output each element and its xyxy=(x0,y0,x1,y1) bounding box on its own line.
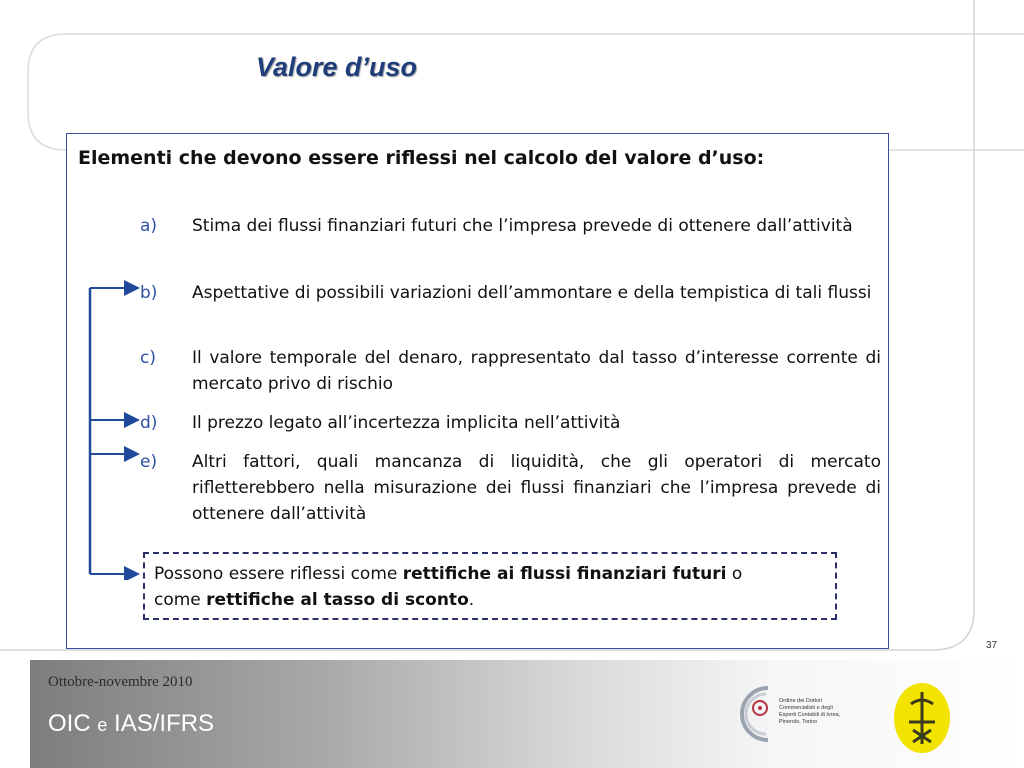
footer-title-part: OIC xyxy=(48,710,98,737)
note-text xyxy=(154,561,794,613)
odc-logo-caption: Ordine dei Dottori Commercialisti e degli Esperti Contabili di Ivrea, Pinerolo, Torino xyxy=(779,698,841,725)
intro-text: Elementi che devono essere riflessi nel calcolo del valore d’uso: xyxy=(78,147,765,169)
note-part: Possono essere riflessi come xyxy=(154,564,403,584)
footer-title-part: e xyxy=(97,715,108,735)
slide-title: Valore d’uso xyxy=(256,52,418,82)
list-item-text: Stima dei flussi finanziari futuri che l’impresa prevede di ottenere dall’attività xyxy=(192,216,853,236)
note-part: o come xyxy=(154,564,743,610)
yellow-emblem-icon xyxy=(893,682,951,754)
footer-date: Ottobre-novembre 2010 xyxy=(48,674,193,690)
list-marker: e) xyxy=(140,452,158,472)
list-marker: d) xyxy=(140,413,158,433)
list-item-text: Il valore temporale del denaro, rappresentato dal tasso d’interesse corrente di mercato privo di rischio xyxy=(192,348,881,394)
note-bold: rettifiche ai flussi finanziari futuri xyxy=(402,564,727,584)
list-marker: a) xyxy=(140,216,158,236)
list-marker: c) xyxy=(140,348,156,368)
list-marker: b) xyxy=(140,283,158,303)
list-item-text: Altri fattori, quali mancanza di liquidità, che gli operatori di mercato rifletterebbero nella misurazione dei flussi finanziari che l’impresa prevede di ottenere dall’attività xyxy=(192,452,881,524)
page-number: 37 xyxy=(986,640,998,651)
bracket-arrows xyxy=(80,278,144,580)
footer-course-title xyxy=(48,710,214,738)
note-part: . xyxy=(468,590,475,610)
list-item-text: Il prezzo legato all’incertezza implicita nell’attività xyxy=(192,413,621,433)
footer-title-part: IAS/IFRS xyxy=(107,710,215,737)
note-bold: rettifiche al tasso di sconto xyxy=(206,590,469,610)
list-item-text: Aspettative di possibili variazioni dell’ammontare e della tempistica di tali flussi xyxy=(192,283,872,303)
